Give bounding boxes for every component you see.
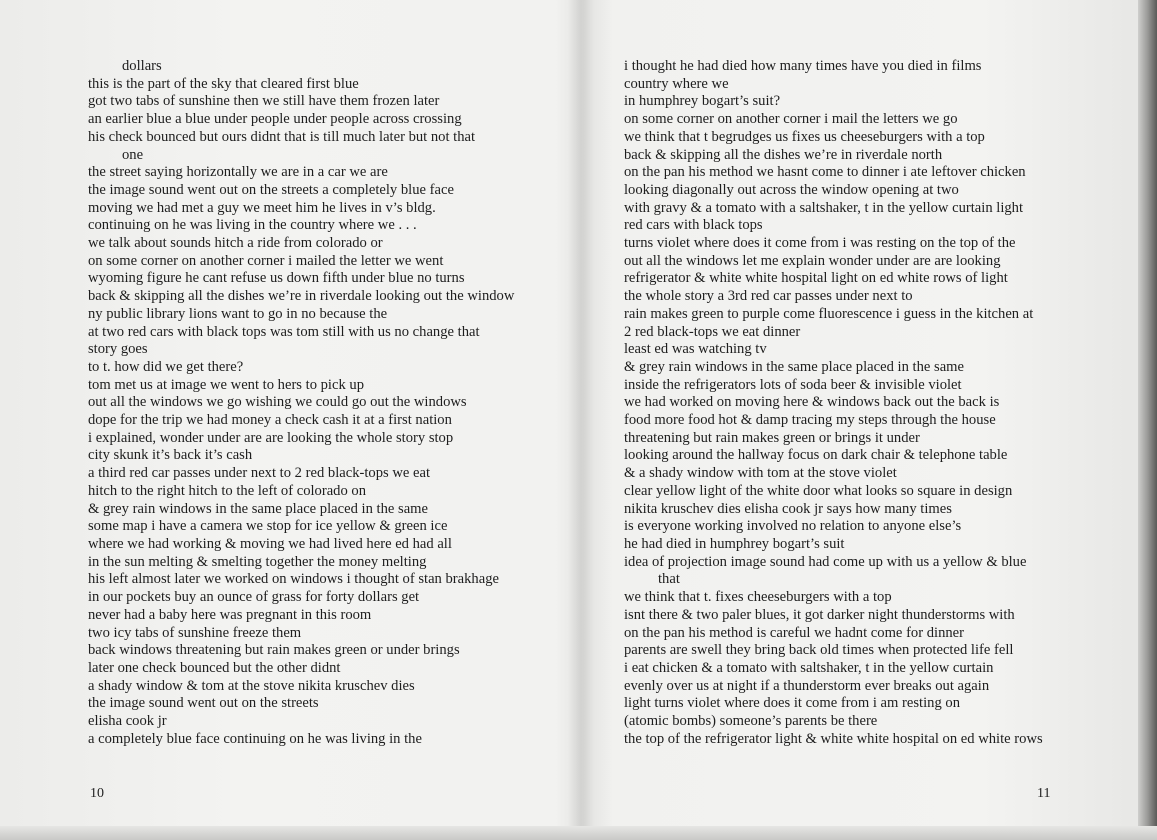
text-line: back windows threatening but rain makes green or under brings: [88, 642, 460, 659]
text-line: dope for the trip we had money a check cash it at a first nation: [88, 412, 452, 429]
right-page-text: [624, 58, 1104, 748]
text-line: to t. how did we get there?: [88, 358, 244, 375]
page-edge-bottom: [0, 826, 1157, 840]
text-line: a completely blue face continuing on he was living in the: [88, 730, 422, 747]
text-line: never had a baby here was pregnant in this room: [88, 606, 372, 623]
text-line: in the sun melting & smelting together the money melting: [88, 553, 427, 570]
text-line: where we had working & moving we had lived here ed had all: [88, 535, 452, 552]
text-line: on some corner on another corner i mail the letters we go: [624, 111, 958, 128]
text-line: that: [658, 571, 680, 588]
text-line: rain makes green to purple come fluorescence i guess in the kitchen at: [624, 305, 1034, 322]
text-line: in our pockets buy an ounce of grass for forty dollars get: [88, 589, 420, 606]
text-line: on some corner on another corner i mailed the letter we went: [88, 252, 444, 269]
text-line: red cars with black tops: [624, 217, 763, 234]
text-line: i explained, wonder under are are looking the whole story stop: [88, 429, 454, 446]
text-line: food more food hot & damp tracing my steps through the house: [624, 412, 996, 429]
text-line: nikita kruschev dies elisha cook jr says how many times: [624, 500, 952, 517]
text-line: the image sound went out on the streets a completely blue face: [88, 181, 454, 198]
text-line: & grey rain windows in the same place placed in the same: [624, 358, 965, 375]
text-line: threatening but rain makes green or brings it under: [624, 429, 920, 446]
text-line: two icy tabs of sunshine freeze them: [88, 624, 302, 641]
text-line: out all the windows let me explain wonder under are are looking: [624, 252, 1001, 269]
text-line: & a shady window with tom at the stove violet: [624, 465, 897, 482]
text-line: dollars: [122, 58, 162, 74]
text-line: evenly over us at night if a thunderstorm ever breaks out again: [624, 677, 990, 694]
text-line: least ed was watching tv: [624, 341, 767, 358]
text-line: (atomic bombs) someone’s parents be there: [624, 713, 878, 730]
text-line: looking around the hallway focus on dark chair & telephone table: [624, 447, 1008, 464]
text-line: looking diagonally out across the window opening at two: [624, 181, 959, 198]
text-line: on the pan his method is careful we hadnt come for dinner: [624, 624, 965, 641]
text-line: refrigerator & white white hospital light on ed white rows of light: [624, 270, 1008, 287]
text-line: city skunk it’s back it’s cash: [88, 447, 253, 464]
text-line: continuing on he was living in the country where we . . .: [88, 217, 417, 234]
text-line: in humphrey bogart’s suit?: [624, 93, 781, 110]
text-line: the whole story a 3rd red car passes under next to: [624, 288, 913, 305]
text-line: turns violet where does it come from i was resting on the top of the: [624, 235, 1016, 252]
text-line: a third red car passes under next to 2 red black-tops we eat: [88, 465, 431, 482]
text-line: the top of the refrigerator light & white white hospital on ed white rows: [624, 730, 1043, 747]
text-line: at two red cars with black tops was tom still with us no change that: [88, 323, 480, 340]
text-line: wyoming figure he cant refuse us down fifth under blue no turns: [88, 270, 465, 287]
text-line: an earlier blue a blue under people under people across crossing: [88, 111, 462, 128]
text-line: on the pan his method we hasnt come to dinner i ate leftover chicken: [624, 164, 1026, 181]
text-line: the image sound went out on the streets: [88, 695, 319, 712]
text-line: i thought he had died how many times have you died in films: [624, 58, 982, 74]
text-line: his left almost later we worked on windows i thought of stan brakhage: [88, 571, 499, 588]
left-page-text: [88, 58, 558, 748]
text-line: back & skipping all the dishes we’re in riverdale looking out the window: [88, 288, 515, 305]
text-line: story goes: [88, 341, 148, 358]
text-line: his check bounced but ours didnt that is till much later but not that: [88, 128, 476, 145]
text-line: we think that t begrudges us fixes us cheeseburgers with a top: [624, 128, 985, 145]
text-line: light turns violet where does it come from i am resting on: [624, 695, 960, 712]
text-line: this is the part of the sky that cleared first blue: [88, 75, 359, 92]
text-line: with gravy & a tomato with a saltshaker, t in the yellow curtain light: [624, 199, 1024, 216]
text-line: elisha cook jr: [88, 713, 167, 730]
text-line: got two tabs of sunshine then we still have them frozen later: [88, 93, 440, 110]
text-line: is everyone working involved no relation to anyone else’s: [624, 518, 962, 535]
text-line: back & skipping all the dishes we’re in riverdale north: [624, 146, 943, 163]
text-line: out all the windows we go wishing we could go out the windows: [88, 394, 467, 411]
text-line: the street saying horizontally we are in a car we are: [88, 164, 388, 181]
text-line: later one check bounced but the other didnt: [88, 659, 341, 676]
text-line: we think that t. fixes cheeseburgers with a top: [624, 589, 892, 606]
text-line: moving we had met a guy we meet him he lives in v’s bldg.: [88, 199, 436, 216]
page-edge-right: [1138, 0, 1157, 840]
text-line: i eat chicken & a tomato with saltshaker, t in the yellow curtain: [624, 659, 994, 676]
book-gutter: [568, 0, 594, 840]
text-line: we had worked on moving here & windows back out the back is: [624, 394, 1000, 411]
text-line: isnt there & two paler blues, it got darker night thunderstorms with: [624, 606, 1015, 623]
text-line: 2 red black-tops we eat dinner: [624, 323, 801, 340]
text-line: a shady window & tom at the stove nikita kruschev dies: [88, 677, 415, 694]
text-line: parents are swell they bring back old times when protected life fell: [624, 642, 1014, 659]
text-line: country where we: [624, 75, 729, 92]
text-line: tom met us at image we went to hers to pick up: [88, 376, 365, 393]
text-line: & grey rain windows in the same place placed in the same: [88, 500, 429, 517]
text-line: idea of projection image sound had come up with us a yellow & blue: [624, 553, 1027, 570]
left-page-number: 10: [90, 786, 104, 801]
text-line: ny public library lions want to go in no because the: [88, 305, 388, 322]
text-line: some map i have a camera we stop for ice yellow & green ice: [88, 518, 448, 535]
right-page-number: 11: [1037, 786, 1051, 801]
text-line: inside the refrigerators lots of soda beer & invisible violet: [624, 376, 962, 393]
text-line: clear yellow light of the white door what looks so square in design: [624, 482, 1013, 499]
text-line: hitch to the right hitch to the left of colorado on: [88, 482, 367, 499]
text-line: one: [122, 146, 144, 163]
text-line: he had died in humphrey bogart’s suit: [624, 535, 845, 552]
text-line: we talk about sounds hitch a ride from colorado or: [88, 235, 383, 252]
